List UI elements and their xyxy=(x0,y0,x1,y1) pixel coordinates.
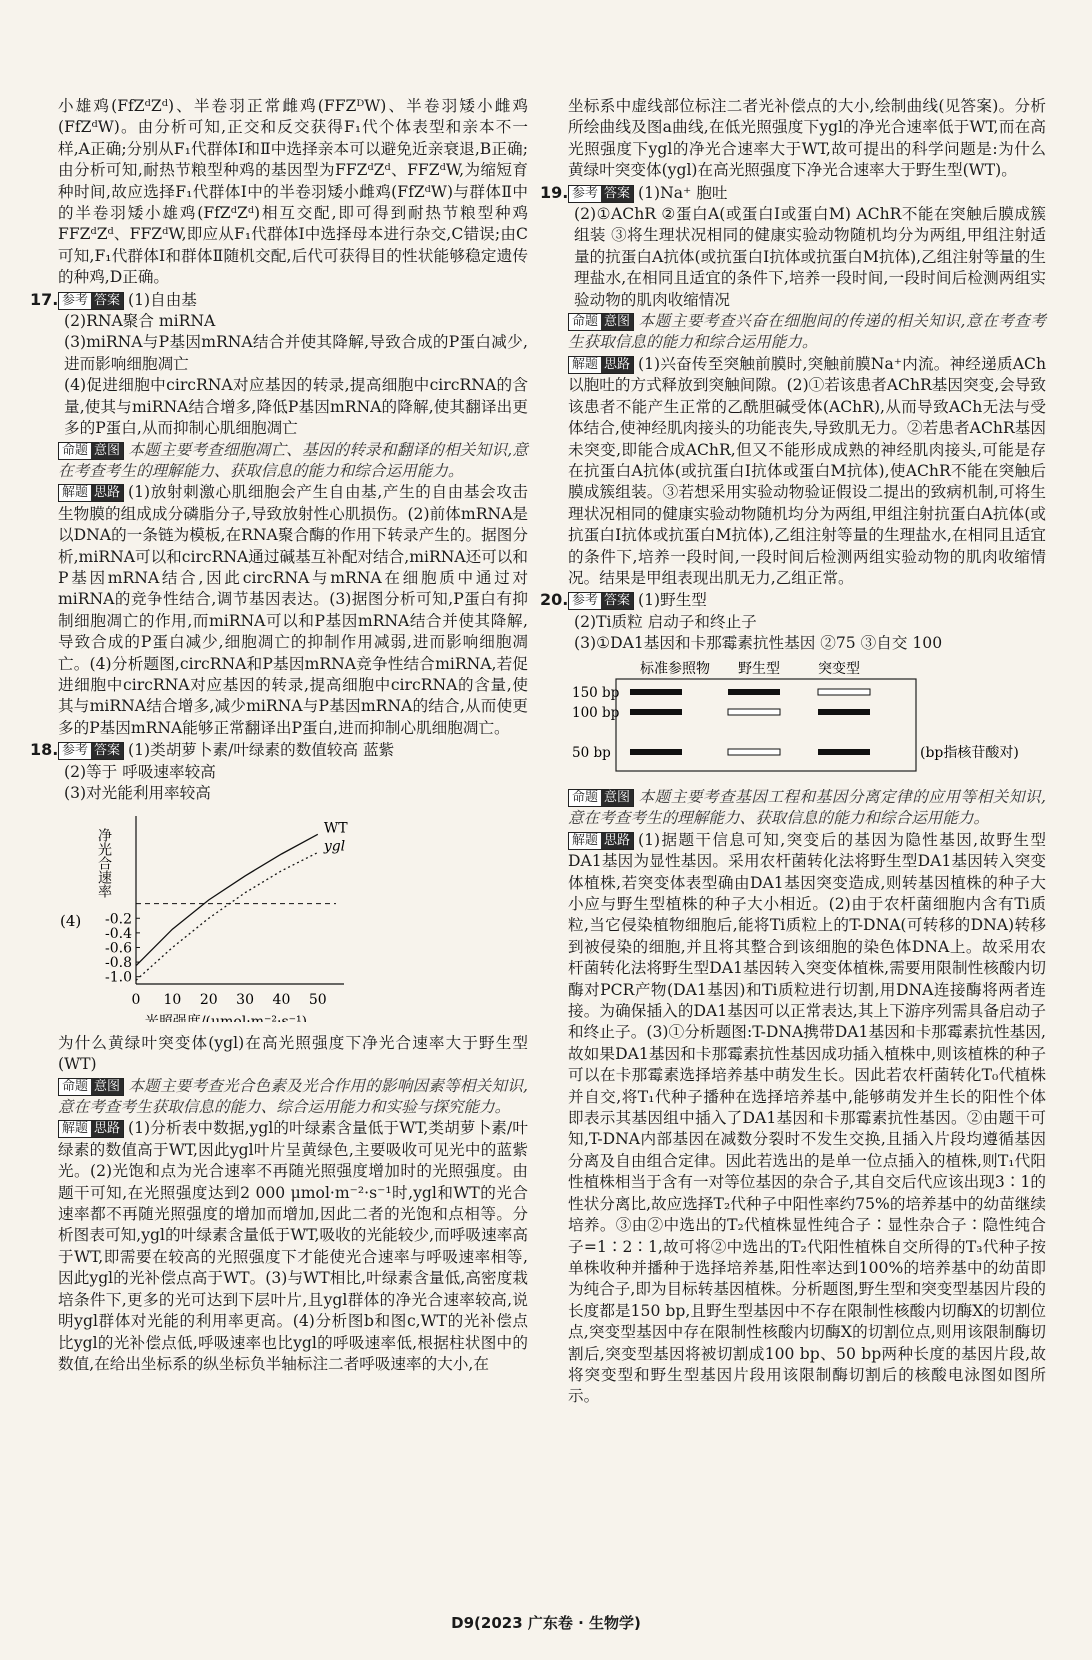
gel-header-mutant: 突变型 xyxy=(818,660,860,677)
left-column xyxy=(30,96,528,1375)
q19-answer-2: (2)①AChR ②蛋白A(或蛋白Ⅰ或蛋白M) AChR不能在突触后膜成簇组装 ③将生理状况相同的健康实验动物随机均分为两组,甲组注射适量的抗蛋白A抗体(或抗蛋白Ⅰ抗体或抗蛋白M抗体),乙组注射等量的生理盐水,在相同且适宜的条件下,培养一段时间,一段时间后检测两组实验动物的肌肉收缩情况 xyxy=(574,205,1046,309)
q18-number: 18. xyxy=(30,740,59,760)
series-line-ygl xyxy=(136,853,318,981)
q18-answer-1: (1)类胡萝卜素/叶绿素的数值较高 蓝紫 xyxy=(128,741,395,760)
thought-tag: 解题 思路 xyxy=(58,484,124,502)
q18-answer-4-tail: 为什么黄绿叶突变体(ygl)在高光照强度下净光合速率大于野生型(WT) xyxy=(58,1033,528,1074)
q20-answer-1: (1)野生型 xyxy=(638,591,707,610)
gel-header-marker: 标准参照物 xyxy=(640,660,710,677)
q20-thought: (1)据题干信息可知,突变后的基因为隐性基因,故野生型DA1基因为显性基因。采用农杆菌转化法将野生型DA1基因转入突变体植株,若突变体表型确由DA1基因突变造成,则转基因植株的种子大小应与野生型植株的种子大小相近。(2)由于农杆菌细胞内含有Ti质粒,当它侵染植物细胞后,能将Ti质粒上的T-DNA(可转移的DNA)转移到被侵染的细胞,并且将其整合到该细胞的染色体DNA上。故采用农杆菌转化法将野生型DA1基因转入突变体植株,需要用限制性核酸内切酶对PCR产物(DA1基因)和Ti质粒进行切割,用DNA连接酶将两者连接。为确保插入的DA1基因可以正常表达,其上下游序列需具备启动子和终止子。(3)①分析题图:T-DNA携带DA1基因和卡那霉素抗性基因,故如果DA1基因和卡那霉素抗性基因成功插入植株中,则该植株的种子可以在卡那霉素选择培养基中萌发生长。因此若农杆菌转化T₀代植株并自交,将T₁代种子播种在选择培养基中,能够萌发并生长的阳性个体即表示其基因组中插入了DA1基因和卡那霉素抗性基因。②由题干可知,T-DNA内部基因在减数分裂时不发生交换,且插入片段均遵循基因分离及自由组合定律。因此若选出的是单一位点插入的植株,则T₁代阳性植株相当于含有一对等位基因的杂合子,其自交后代应该出现3∶1的性状分离比,故应选择T₂代种子中阳性率约75%的培养基中的幼苗继续培养。③由②中选出的T₂代植株显性纯合子∶显性杂合子∶隐性纯合子=1∶2∶1,故可将②中选出的T₂代阳性植株自交所得的T₃代种子按单株收种并播种于选择培养基,阳性率达到100%的培养基中的幼苗即为纯合子,即为目标转基因植株。分析题图,野生型和突变型基因片段的长度都是150 bp,且野生型基因中不存在限制性核酸内切酶X的切割位点,突变型基因中存在限制性核酸内切酶X的切割位点,则用该限制酶切割后,突变型基因将被切割成100 bp、50 bp两种长度的基因片段,故将突变型和野生型基因片段用该限制酶切割后的核酸电泳图如图所示。 xyxy=(568,830,1046,1406)
answer-tag: 参考 答案 xyxy=(58,292,124,310)
page-number: D9 xyxy=(451,1614,475,1632)
photosynthesis-chart xyxy=(58,808,528,1028)
gel-header-wildtype: 野生型 xyxy=(738,660,780,677)
q18-intent: 本题主要考查光合色素及光合作用的影响因素等相关知识,意在考查考生获取信息的能力、综合运用能力和实验与探究能力。 xyxy=(58,1076,528,1117)
q17-answer-1: (1)自由基 xyxy=(128,290,197,309)
thought-tag: 解题 思路 xyxy=(568,832,634,850)
q18-block xyxy=(30,739,528,1375)
band-label-150: 150 bp xyxy=(572,684,620,701)
y-tick-label: -0.2 xyxy=(105,911,132,928)
x-tick-label: 20 xyxy=(199,992,218,1009)
gel-svg xyxy=(568,659,1038,777)
intent-tag: 命题 意图 xyxy=(568,789,634,807)
marker-band-100 xyxy=(630,709,682,715)
wildtype-band-100-empty xyxy=(728,709,780,715)
mutant-band-50 xyxy=(818,749,870,755)
band-label-100: 100 bp xyxy=(572,704,620,721)
y-tick-label: -0.4 xyxy=(105,926,132,943)
x-tick-label: 30 xyxy=(236,992,255,1009)
thought-tag: 解题 思路 xyxy=(568,356,634,374)
y-tick-label: -1.0 xyxy=(105,970,132,987)
q20-answer-2: (2)Ti质粒 启动子和终止子 xyxy=(574,612,757,631)
chart-svg xyxy=(58,808,388,1022)
wildtype-band-50-empty xyxy=(728,749,780,755)
intent-tag: 命题 意图 xyxy=(58,1078,124,1096)
q19-thought: (1)兴奋传至突触前膜时,突触前膜Na⁺内流。神经递质ACh以胞吐的方式释放到突触间隙。(2)①若该患者AChR基因突变,会导致该患者不能产生正常的乙酰胆碱受体(AChR),从而导致ACh无法与受体结合,使神经肌肉接头的功能丧失,导致肌无力。②若患者AChR基因未突变,即能合成AChR,但又不能形成成熟的神经肌肉接头,可能是存在抗蛋白A抗体(或抗蛋白Ⅰ抗体或蛋白M抗体),使AChR不能在突触后膜成簇组装。③若想采用实验动物验证假设二提出的致病机制,可将生理状况相同的健康实验动物随机均分为两组,甲组注射抗蛋白A抗体(或抗蛋白Ⅰ抗体或抗蛋白M抗体),乙组注射等量的生理盐水,在相同且适宜的条件下,培养一段时间,一段时间后检测两组实验动物的肌肉收缩情况。结果是甲组表现出肌无力,乙组正常。 xyxy=(568,354,1046,587)
page-footer xyxy=(0,1612,1092,1633)
x-tick-label: 10 xyxy=(163,992,182,1009)
q19-block xyxy=(540,182,1046,590)
series-label-ygl: ygl xyxy=(323,838,346,855)
q19-intent: 本题主要考查兴奋在细胞间的传递的相关知识,意在考查考生获取信息的能力和综合运用能力。 xyxy=(568,312,1046,352)
q17-thought: (1)放射刺激心肌细胞会产生自由基,产生的自由基会攻击生物膜的组成成分磷脂分子,导致放射性心肌损伤。(2)前体mRNA是以DNA的一条链为模板,在RNA聚合酶的作用下转录产生的。据图分析,miRNA可以和circRNA通过碱基互补配对结合,miRNA还可以和P基因mRNA结合,因此circRNA与mRNA在细胞质中通过对miRNA的竞争性结合,调节基因表达。(3)据图分析可知,P蛋白有抑制细胞凋亡的作用,而miRNA可以和P基因mRNA结合并使其降解,导致合成的P蛋白减少,细胞凋亡的抑制作用减弱,进而影响细胞凋亡。(4)分析题图,circRNA和P基因mRNA竞争性结合miRNA,若促进细胞中circRNA对应基因的转录,提高细胞中circRNA的含量,使其与miRNA结合增多,减少miRNA与P基因mRNA的结合,从而使更多的P基因mRNA能够正常翻译出P蛋白,进而抑制心肌细胞凋亡。 xyxy=(58,483,528,737)
series-label-wt: WT xyxy=(323,820,348,837)
band-label-50: 50 bp xyxy=(572,744,611,761)
mutant-band-150-empty xyxy=(818,689,870,695)
x-tick-label: 50 xyxy=(308,992,327,1009)
q17-answer-3: (3)miRNA与P基因mRNA结合并使其降解,导致合成的P蛋白减少,进而影响细胞凋亡 xyxy=(64,333,528,373)
exam-info: (2023 广东卷 · 生物学) xyxy=(474,1614,641,1632)
answer-tag: 参考 答案 xyxy=(58,742,124,760)
intent-tag: 命题 意图 xyxy=(58,442,124,460)
thought-tag: 解题 思路 xyxy=(58,1120,124,1138)
intent-tag: 命题 意图 xyxy=(568,313,634,331)
wildtype-band-150 xyxy=(728,689,780,695)
gel-note: (bp指核苷酸对) xyxy=(920,744,1019,761)
q17-number: 17. xyxy=(30,289,59,309)
q18-thought: (1)分析表中数据,ygl的叶绿素含量低于WT,类胡萝卜素/叶绿素的数值高于WT,因此ygl叶片呈黄绿色,主要吸收可见光中的蓝紫光。(2)光饱和点为光合速率不再随光照强度增加时的光照强度。由题干可知,在光照强度达到2 000 μmol·m⁻²·s⁻¹时,ygl和WT的光合速率都不再随光照强度的增加而增加,因此二者的光饱和点相等。分析图表可知,ygl的叶绿素含量低于WT,吸收的光能较少,而呼吸速率高于WT,即需要在较高的光照强度下才能使光合速率与呼吸速率相等,因此ygl的光补偿点高于WT。(3)与WT相比,叶绿素含量低,高密度栽培条件下,更多的光可达到下层叶片,且ygl群体的净光合速率较高,说明ygl群体对光能的利用率更高。(4)分析图b和图c,WT的光补偿点比ygl的光补偿点低,呼吸速率也比ygl的呼吸速率低,根据柱状图中的数值,在给出坐标系的纵坐标负半轴标注二者呼吸速率的大小,在 xyxy=(58,1119,528,1373)
q20-block xyxy=(540,589,1046,1407)
y-tick-label: -0.6 xyxy=(105,940,132,957)
x-axis-label: 光照强度/(μmol·m⁻²·s⁻¹) xyxy=(144,1014,308,1023)
marker-band-50 xyxy=(630,749,682,755)
right-column xyxy=(540,96,1046,1408)
q17-block xyxy=(30,289,528,740)
y-axis-label: 净光合速率 xyxy=(96,828,112,899)
marker-band-150 xyxy=(630,689,682,695)
a4-label: (4) xyxy=(60,912,82,931)
q17-answer-4: (4)促进细胞中circRNA对应基因的转录,提高细胞中circRNA的含量,使其与miRNA结合增多,降低P基因mRNA的降解,使其翻译出更多的P蛋白,从而抑制心肌细胞凋亡 xyxy=(64,376,528,438)
x-tick-label: 0 xyxy=(131,992,141,1009)
q16-continued: 小雄鸡(FfZᵈZᵈ)、半卷羽正常雌鸡(FFZᴰW)、半卷羽矮小雌鸡(FfZᵈW)。由分析可知,正交和反交获得F₁代个体表型和亲本不一样,A正确;分别从F₁代群体Ⅰ和Ⅱ中选择亲本可以避免近亲衰退,B正确;由分析可知,耐热节粮型种鸡的基因型为FFZᵈZᵈ、FFZᵈW,为缩短育种时间,故应选择F₁代群体Ⅰ中的半卷羽矮小雌鸡(FfZᵈW)与群体Ⅱ中的半卷羽矮小雄鸡(FfZᵈZᵈ)相互交配,即可得到耐热节粮型种鸡FFZᵈZᵈ、FFZᵈW,即应从F₁代群体Ⅰ中选择母本进行杂交,C错误;由C可知,F₁代群体Ⅰ和群体Ⅱ随机交配,后代可获得目的性状能够稳定遗传的种鸡,D正确。 xyxy=(58,97,528,287)
q19-number: 19. xyxy=(540,182,569,202)
y-tick-label: -0.8 xyxy=(105,955,132,972)
answer-tag: 参考 答案 xyxy=(568,185,634,203)
q17-intent: 本题主要考查细胞凋亡、基因的转录和翻译的相关知识,意在考查考生的理解能力、获取信息的能力和综合运用能力。 xyxy=(58,440,528,480)
q17-answer-2: (2)RNA聚合 miRNA xyxy=(64,312,216,331)
q18-continued: 坐标系中虚线部位标注二者光补偿点的大小,绘制曲线(见答案)。分析所绘曲线及图a曲线,在低光照强度下ygl的净光合速率低于WT,而在高光照强度下ygl的净光合速率大于WT,故可提出的科学问题是:为什么黄绿叶突变体(ygl)在高光照强度下净光合速率大于野生型(WT)。 xyxy=(568,97,1046,180)
x-tick-label: 40 xyxy=(272,992,291,1009)
q18-answer-2: (2)等于 呼吸速率较高 xyxy=(64,762,216,781)
q19-answer-1: (1)Na⁺ 胞吐 xyxy=(638,183,728,202)
answer-tag: 参考 答案 xyxy=(568,592,634,610)
q20-intent: 本题主要考查基因工程和基因分离定律的应用等相关知识,意在考查考生的理解能力、获取信息的能力和综合运用能力。 xyxy=(568,787,1046,828)
mutant-band-100 xyxy=(818,709,870,715)
q20-number: 20. xyxy=(540,590,569,610)
series-line-wt xyxy=(136,835,318,966)
q20-answer-3: (3)①DA1基因和卡那霉素抗性基因 ②75 ③自交 100 xyxy=(574,634,943,653)
gel-electrophoresis-figure xyxy=(568,659,1046,783)
q18-answer-3: (3)对光能利用率较高 xyxy=(64,784,211,802)
